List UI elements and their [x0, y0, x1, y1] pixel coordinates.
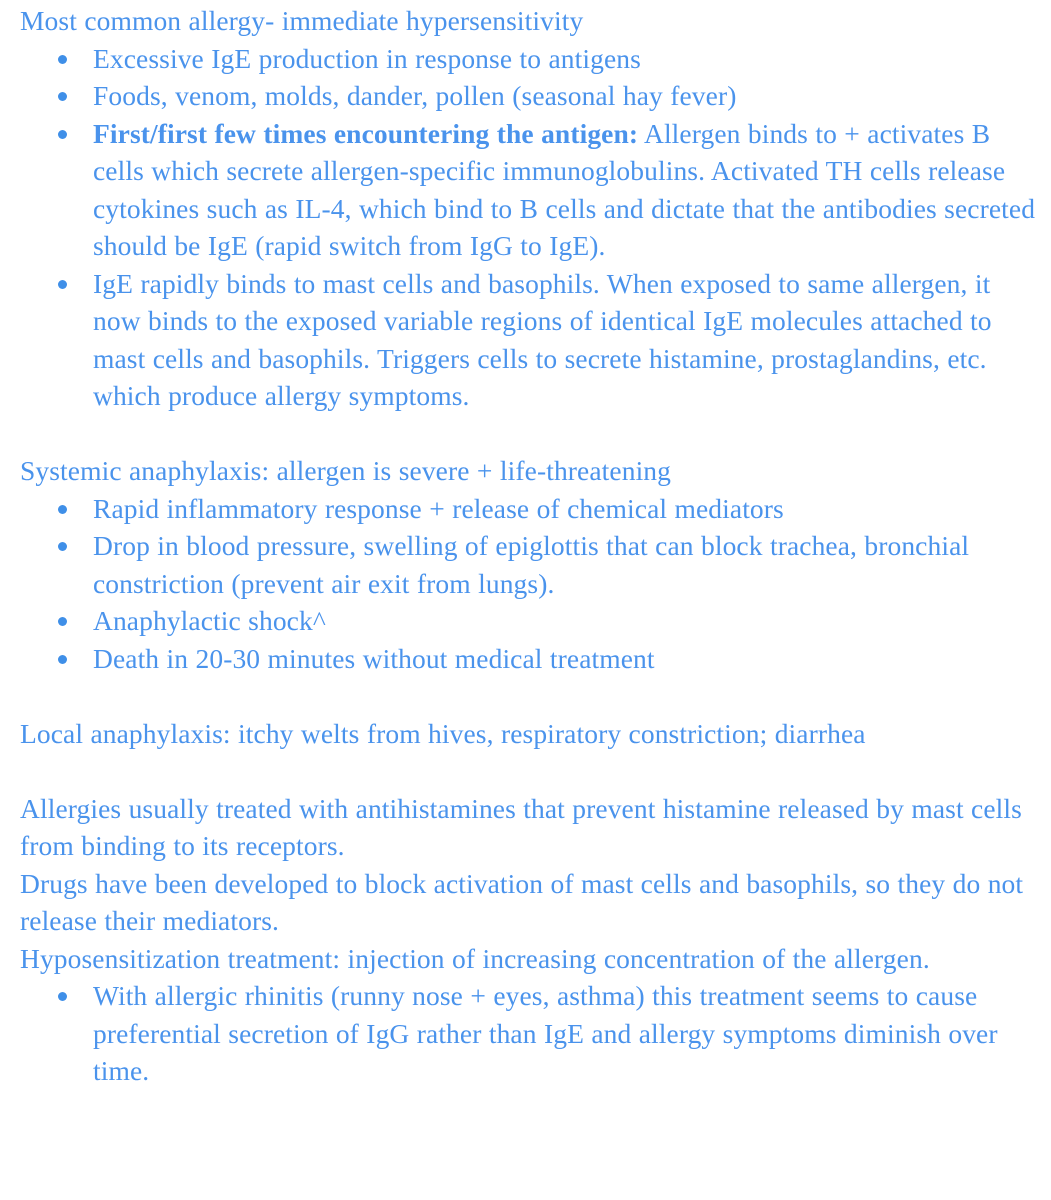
list-item-text: Drop in blood pressure, swelling of epiglottis that can block trachea, bronchial constriction (prevent air exit from lungs).: [93, 530, 970, 599]
list-item: [0, 40, 1051, 78]
bullet-dot-icon: [57, 115, 68, 153]
section-spacer: [0, 415, 1051, 453]
bullet-dot-icon: [57, 77, 68, 115]
section-heading-systemic-anaphylaxis: Systemic anaphylaxis: allergen is severe + life-threatening: [20, 455, 672, 486]
section-spacer: [0, 752, 1051, 790]
treatment-paragraph-drugs: Drugs have been developed to block activation of mast cells and basophils, so they do not release their mediators.: [20, 867, 1024, 936]
bullet-dot-icon: [57, 527, 68, 565]
bullet-list-treatment: [0, 977, 1051, 1090]
list-item: [0, 640, 1051, 678]
bullet-list-immediate-hypersensitivity: [0, 40, 1051, 415]
treatment-paragraph-hyposensitization: Hyposensitization treatment: injection of increasing concentration of the allergen.: [20, 942, 930, 974]
section-spacer: [0, 677, 1051, 715]
list-item: [0, 77, 1051, 115]
list-item-bold-lead: First/first few times encountering the antigen:: [93, 117, 639, 149]
bullet-dot-icon: [57, 977, 68, 1015]
treatment-paragraph-antihistamines: Allergies usually treated with antihistamines that prevent histamine released by mast cells from binding to its receptors.: [20, 792, 1022, 861]
bullet-dot-icon: [57, 640, 68, 678]
local-anaphylaxis-paragraph: Local anaphylaxis: itchy welts from hives, respiratory constriction; diarrhea: [20, 717, 866, 749]
list-item-text: IgE rapidly binds to mast cells and basophils. When exposed to same allergen, it now binds to the exposed variable regions of identical IgE molecules attached to mast cells and basophils. Triggers cells to secrete histamine, prostaglandins, etc. which produce allergy symptoms.: [93, 267, 992, 411]
list-item-text: Rapid inflammatory response + release of chemical mediators: [93, 492, 784, 524]
list-item-text: Death in 20-30 minutes without medical treatment: [93, 642, 655, 674]
list-item: [0, 115, 1051, 265]
bullet-dot-icon: [57, 602, 68, 640]
list-item: [0, 265, 1051, 415]
list-item-text: Anaphylactic shock^: [93, 605, 326, 636]
list-item-text: Foods, venom, molds, dander, pollen (seasonal hay fever): [93, 80, 737, 111]
bullet-list-systemic-anaphylaxis: [0, 490, 1051, 678]
bullet-dot-icon: [57, 490, 68, 528]
list-item: [0, 490, 1051, 528]
list-item-text: Excessive IgE production in response to antigens: [93, 42, 641, 74]
list-item: [0, 527, 1051, 602]
bullet-dot-icon: [57, 265, 68, 303]
section-heading-immediate-hypersensitivity: Most common allergy- immediate hypersensitivity: [20, 5, 584, 36]
document-body: [0, 2, 1051, 1090]
list-item-text: With allergic rhinitis (runny nose + eyes, asthma) this treatment seems to cause preferential secretion of IgG rather than IgE and allergy symptoms diminish over time.: [93, 980, 998, 1086]
list-item: [0, 977, 1051, 1090]
list-item-body: Allergen binds to + activates B cells which secrete allergen-specific immunoglobulins. Activated TH cells release cytokines such as IL-4, which bind to B cells and dictate that the antibodies secreted should be IgE (rapid switch from IgG to IgE).: [93, 117, 1036, 261]
list-item-text: [93, 115, 1041, 265]
list-item: [0, 602, 1051, 640]
bullet-dot-icon: [57, 40, 68, 78]
